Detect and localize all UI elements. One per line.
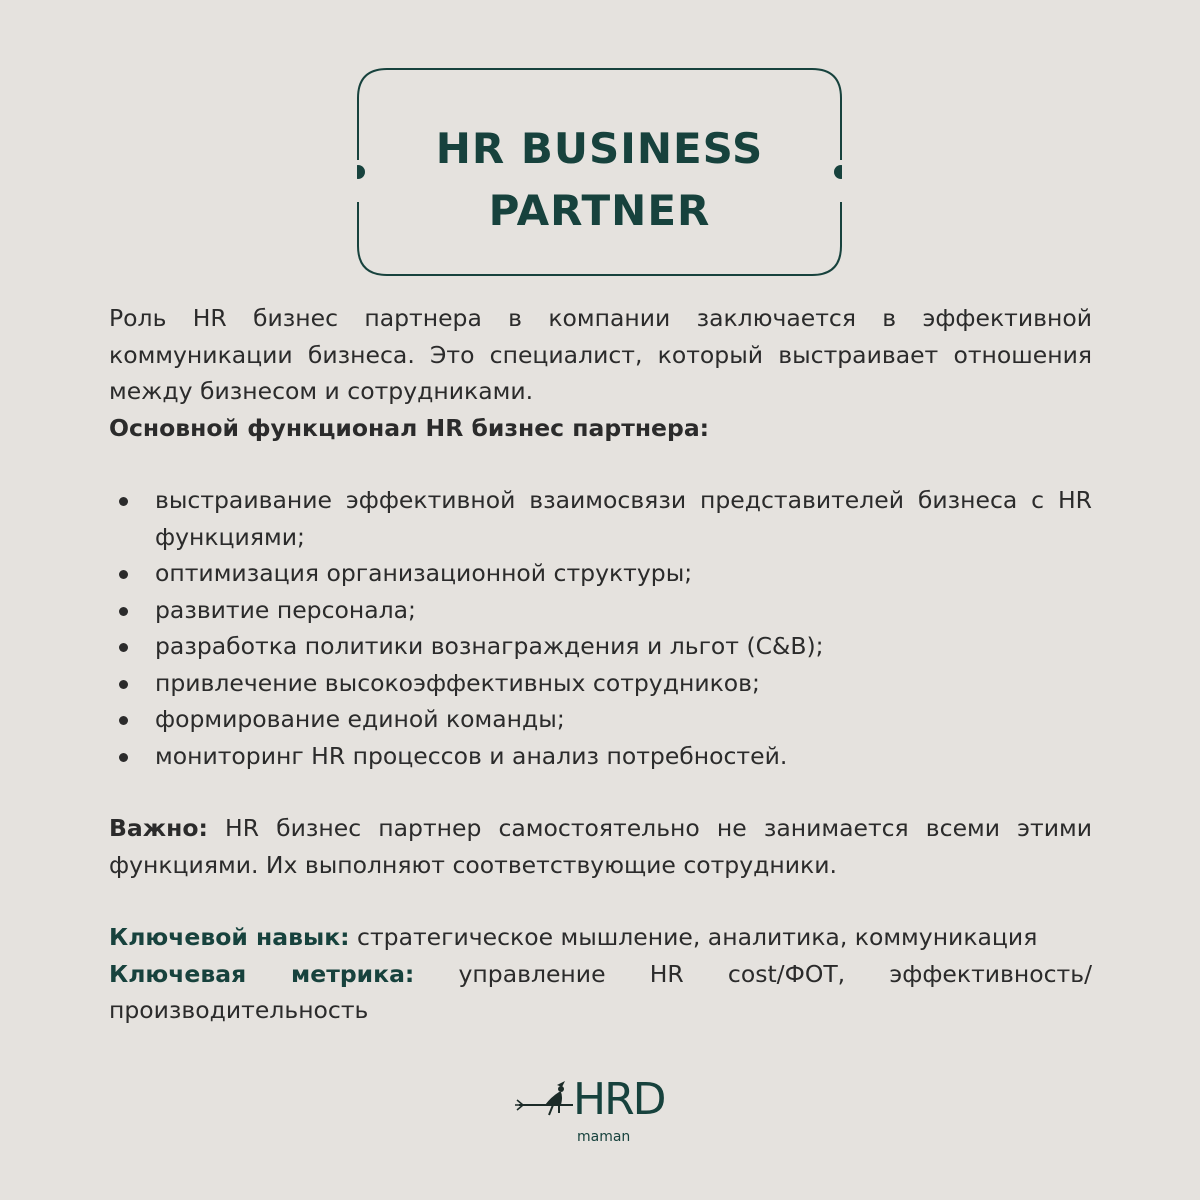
page-title — [357, 118, 842, 242]
witch-broom-icon — [515, 1075, 575, 1125]
bullet-icon — [119, 753, 128, 762]
key-block — [109, 919, 1092, 1029]
bullet-icon — [119, 680, 128, 689]
important-label: Важно: — [109, 814, 208, 842]
title-frame — [357, 68, 842, 276]
key-skill-text: стратегическое мышление, аналитика, коммуникация — [349, 923, 1038, 951]
key-metric-label: Ключевая метрика: — [109, 959, 415, 988]
intro-paragraph: Роль HR бизнес партнера в компании заключается в эффективной коммуникации бизнеса. Это специалист, который выстраивает отношения между бизнесом и сотрудниками. — [109, 304, 1092, 405]
functions-heading: Основной функционал HR бизнес партнера: — [109, 413, 710, 442]
list-item: разработка политики вознаграждения и льгот (C&B); — [109, 628, 1092, 665]
important-note — [109, 810, 1092, 883]
bullet-icon — [119, 570, 128, 579]
list-item: привлечение высокоэффективных сотрудников; — [109, 665, 1092, 702]
logo — [515, 1075, 675, 1150]
key-skill — [109, 919, 1092, 956]
list-item: выстраивание эффективной взаимосвязи представителей бизнеса с HR функциями; — [109, 482, 1092, 555]
bullet-icon — [119, 607, 128, 616]
list-item: мониторинг HR процессов и анализ потребностей. — [109, 738, 1092, 775]
bullet-icon — [119, 716, 128, 725]
important-text: HR бизнес партнер самостоятельно не занимается всеми этими функциями. Их выполняют соответствующие сотрудники. — [109, 814, 1092, 879]
main-content — [109, 300, 1092, 1029]
logo-text: HRD — [573, 1074, 665, 1125]
logo-subtext: maman — [577, 1129, 631, 1145]
key-metric — [109, 956, 1092, 1029]
bullet-icon — [119, 497, 128, 506]
title-line-2: PARTNER — [488, 186, 711, 235]
key-metric-text: управление HR cost/ФОТ, эффективность/ производительность — [109, 959, 1092, 1024]
list-item: развитие персонала; — [109, 592, 1092, 629]
list-item: формирование единой команды; — [109, 701, 1092, 738]
functions-list — [109, 482, 1092, 774]
title-line-1: HR BUSINESS — [435, 124, 764, 173]
list-item: оптимизация организационной структуры; — [109, 555, 1092, 592]
key-skill-label: Ключевой навык: — [109, 923, 350, 951]
bullet-icon — [119, 643, 128, 652]
